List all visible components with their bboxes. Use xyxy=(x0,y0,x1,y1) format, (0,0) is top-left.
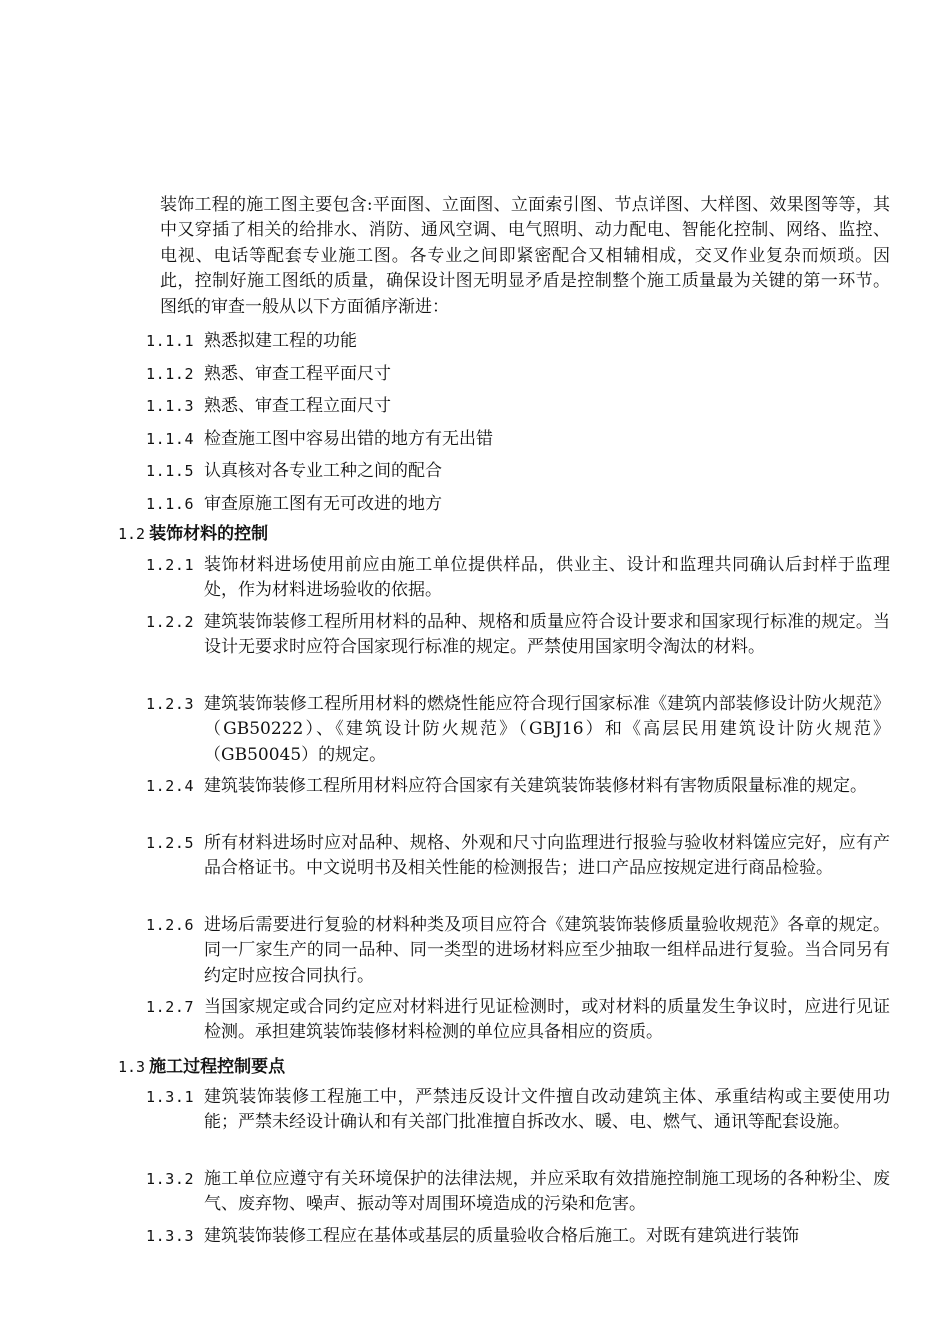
list-item xyxy=(146,423,906,456)
item-text: 建筑装饰装修工程所用材料的品种、规格和质量应符合设计要求和国家现行标准的规定。当设计无要求时应符合国家现行标准的规定。严禁使用国家明令淘汰的材料。 xyxy=(204,612,890,658)
intro-paragraph: 装饰工程的施工图主要包含:平面图、立面图、立面索引图、节点详图、大样图、效果图等等，其中又穿插了相关的给排水、消防、通风空调、电气照明、动力配电、智能化控制、网络、监控、电视、电话等配套专业施工图。各专业之间即紧密配合又相辅相成，交叉作业复杂而烦琐。因此，控制好施工图纸的质量，确保设计图无明显矛盾是控制整个施工质量最为关键的第一环节。图纸的审查一般从以下方面循序渐进： xyxy=(160,195,890,317)
item-number: 1.2.5 xyxy=(146,834,195,852)
item-text: 进场后需要进行复验的材料种类及项目应符合《建筑装饰装修质量验收规范》各章的规定。同一厂家生产的同一品种、同一类型的进场材料应至少抽取一组样品进行复验。当合同另有约定时应按合同执行。 xyxy=(204,915,890,986)
item-text: 建筑装饰装修工程施工中，严禁违反设计文件擅自改动建筑主体、承重结构或主要使用功能；严禁未经设计确认和有关部门批准擅自拆改水、暖、电、燃气、通讯等配套设施。 xyxy=(204,1087,890,1133)
section-title: 施工过程控制要点 xyxy=(149,1057,286,1077)
section-number: 1.2 xyxy=(118,525,146,543)
list-item xyxy=(146,390,906,423)
review-list xyxy=(146,325,906,520)
section-number: 1.3 xyxy=(118,1058,146,1076)
list-item xyxy=(146,455,906,488)
list-item xyxy=(146,1085,890,1136)
item-text: 建筑装饰装修工程应在基体或基层的质量验收合格后施工。对既有建筑进行装饰 xyxy=(204,1226,799,1246)
item-number: 1.2.2 xyxy=(146,613,195,631)
item-number: 1.1.4 xyxy=(146,429,195,448)
section-title: 装饰材料的控制 xyxy=(149,524,269,544)
item-text: 检查施工图中容易出错的地方有无出错 xyxy=(204,428,493,449)
list-item xyxy=(146,358,906,391)
item-text: 熟悉拟建工程的功能 xyxy=(204,331,357,351)
list-item xyxy=(146,774,890,799)
item-number: 1.2.4 xyxy=(146,777,195,795)
list-item xyxy=(146,610,890,661)
item-text: 建筑装饰装修工程所用材料的燃烧性能应符合现行国家标准《建筑内部装修设计防火规范》（GB50222）、《建筑设计防火规范》（GBJ16）和《高层民用建筑设计防火规范》（GB50045）的规定。 xyxy=(204,694,890,765)
section-heading-1-3 xyxy=(118,1054,285,1080)
item-text: 当国家规定或合同约定应对材料进行见证检测时，或对材料的质量发生争议时，应进行见证检测。承担建筑装饰装修材料检测的单位应具备相应的资质。 xyxy=(204,997,890,1043)
list-item xyxy=(146,831,890,882)
item-number: 1.1.6 xyxy=(146,494,195,513)
item-text: 建筑装饰装修工程所用材料应符合国家有关建筑装饰装修材料有害物质限量标准的规定。 xyxy=(204,776,867,796)
list-item xyxy=(146,995,890,1046)
item-number: 1.2.6 xyxy=(146,916,195,934)
list-item xyxy=(146,488,906,521)
item-number: 1.3.1 xyxy=(146,1088,195,1106)
item-text: 熟悉、审查工程平面尺寸 xyxy=(204,363,391,384)
item-text: 审查原施工图有无可改进的地方 xyxy=(204,493,442,514)
list-item xyxy=(146,913,890,989)
item-text: 所有材料进场时应对品种、规格、外观和尺寸向监理进行报验与验收材料馐应完好，应有产品合格证书。中文说明书及相关性能的检测报告；进口产品应按规定进行商品检验。 xyxy=(204,833,890,879)
item-number: 1.2.7 xyxy=(146,998,195,1016)
item-text: 认真核对各专业工种之间的配合 xyxy=(204,461,442,481)
item-number: 1.1.3 xyxy=(146,397,195,415)
list-item xyxy=(146,1167,890,1218)
item-text: 装饰材料进场使用前应由施工单位提供样品，供业主、设计和监理共同确认后封样于监理处，作为材料进场验收的依据。 xyxy=(204,555,890,601)
list-item xyxy=(146,325,906,358)
item-text: 熟悉、审查工程立面尺寸 xyxy=(204,396,391,416)
item-number: 1.3.2 xyxy=(146,1170,195,1188)
item-number: 1.3.3 xyxy=(146,1227,195,1245)
item-number: 1.2.1 xyxy=(146,556,195,574)
item-number: 1.2.3 xyxy=(146,695,195,713)
item-text: 施工单位应遵守有关环境保护的法律法规，并应采取有效措施控制施工现场的各种粉尘、废气、废弃物、噪声、振动等对周围环境造成的污染和危害。 xyxy=(204,1169,890,1215)
list-item xyxy=(146,692,890,768)
item-number: 1.1.1 xyxy=(146,332,195,350)
list-item xyxy=(146,1224,890,1249)
item-number: 1.1.5 xyxy=(146,462,195,480)
list-item xyxy=(146,553,890,604)
section-heading-1-2 xyxy=(118,521,268,547)
item-number: 1.1.2 xyxy=(146,364,195,383)
